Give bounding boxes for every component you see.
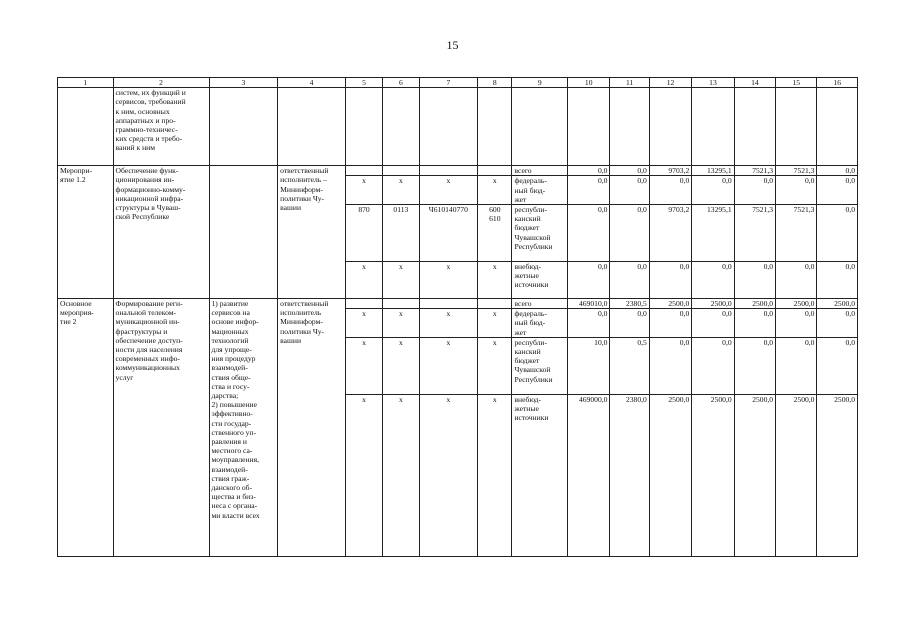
continuation-text: систем, их функций и сервисов, требований к ним, основных аппаратных и про- граммно-техничес- ких средств и требо- ваний к ним bbox=[113, 88, 209, 166]
col-num: 10 bbox=[568, 78, 610, 88]
value-cell: 0,0 bbox=[568, 166, 610, 176]
value-cell: 0,0 bbox=[610, 205, 649, 262]
col-num: 3 bbox=[209, 78, 278, 88]
code-cell bbox=[478, 166, 512, 176]
code-cell: x bbox=[345, 309, 382, 338]
value-cell: 2500,0 bbox=[734, 299, 775, 309]
value-cell: 469000,0 bbox=[568, 394, 610, 556]
value-cell: 2500,0 bbox=[692, 299, 734, 309]
col-num: 1 bbox=[58, 78, 114, 88]
value-cell: 2500,0 bbox=[649, 394, 691, 556]
value-cell: 0,0 bbox=[734, 176, 775, 205]
value-cell: 2380,5 bbox=[610, 299, 649, 309]
code-cell bbox=[478, 299, 512, 309]
code-cell: x bbox=[419, 309, 478, 338]
value-cell: 7521,3 bbox=[776, 166, 817, 176]
funding-source: республи- канский бюджет Чувашской Республики bbox=[512, 205, 568, 262]
col-num: 14 bbox=[734, 78, 775, 88]
value-cell: 13295,1 bbox=[692, 166, 734, 176]
value-cell: 0,0 bbox=[692, 262, 734, 299]
col-num: 15 bbox=[776, 78, 817, 88]
value-cell: 0,0 bbox=[649, 176, 691, 205]
table-row bbox=[58, 299, 858, 309]
col-num: 5 bbox=[345, 78, 382, 88]
code-cell: x bbox=[383, 309, 419, 338]
code-cell: x bbox=[478, 309, 512, 338]
page-number: 15 bbox=[446, 38, 459, 52]
value-cell: 0,0 bbox=[568, 262, 610, 299]
value-cell: 2500,0 bbox=[817, 299, 858, 309]
code-cell: 0113 bbox=[383, 205, 419, 262]
event-name: Формирование реги- ональной телеком- муникационной ин- фраструктуры и обеспечение доступ- ности для населения современных инфо- коммуникационных услуг bbox=[113, 299, 209, 557]
code-cell: x bbox=[383, 337, 419, 394]
code-cell: x bbox=[345, 394, 382, 556]
value-cell: 0,0 bbox=[610, 166, 649, 176]
funding-source: республи- канский бюджет Чувашской Республики bbox=[512, 337, 568, 394]
code-cell: x bbox=[345, 176, 382, 205]
funding-source: всего bbox=[512, 299, 568, 309]
value-cell: 0,0 bbox=[568, 309, 610, 338]
code-cell: Ч610140770 bbox=[419, 205, 478, 262]
code-cell: x bbox=[383, 262, 419, 299]
code-cell: x bbox=[383, 176, 419, 205]
value-cell: 0,0 bbox=[649, 337, 691, 394]
code-cell: x bbox=[478, 176, 512, 205]
value-cell: 10,0 bbox=[568, 337, 610, 394]
value-cell: 9703,2 bbox=[649, 166, 691, 176]
funding-source: всего bbox=[512, 166, 568, 176]
code-cell: x bbox=[478, 337, 512, 394]
col-num: 8 bbox=[478, 78, 512, 88]
code-cell: x bbox=[345, 262, 382, 299]
code-cell bbox=[419, 299, 478, 309]
code-cell: x bbox=[478, 394, 512, 556]
col-num: 6 bbox=[383, 78, 419, 88]
value-cell: 2380,0 bbox=[610, 394, 649, 556]
col-num: 4 bbox=[278, 78, 346, 88]
value-cell: 0,0 bbox=[817, 176, 858, 205]
value-cell: 0,0 bbox=[817, 309, 858, 338]
value-cell: 13295,1 bbox=[692, 205, 734, 262]
col-num: 16 bbox=[817, 78, 858, 88]
value-cell: 0,0 bbox=[817, 166, 858, 176]
value-cell: 0,0 bbox=[776, 262, 817, 299]
code-cell bbox=[383, 299, 419, 309]
value-cell: 2500,0 bbox=[734, 394, 775, 556]
code-cell: x bbox=[383, 394, 419, 556]
funding-source: внебюд- жетные источники bbox=[512, 394, 568, 556]
code-cell: 870 bbox=[345, 205, 382, 262]
value-cell: 7521,3 bbox=[734, 205, 775, 262]
value-cell: 0,0 bbox=[734, 337, 775, 394]
funding-source: федераль- ный бюд- жет bbox=[512, 309, 568, 338]
code-cell: x bbox=[419, 176, 478, 205]
table-row bbox=[58, 166, 858, 176]
value-cell: 0,0 bbox=[734, 309, 775, 338]
value-cell: 0,0 bbox=[610, 262, 649, 299]
value-cell: 0,0 bbox=[817, 205, 858, 262]
code-cell: x bbox=[419, 262, 478, 299]
col-num: 9 bbox=[512, 78, 568, 88]
code-cell bbox=[345, 166, 382, 176]
funding-source: федераль- ный бюд- жет bbox=[512, 176, 568, 205]
expected-results: 1) развитие сервисов на основе инфор- мационных технологий для упроще- ния процедур взаимодей- ствия обще- ства и госу- дарства; 2) повышение эффективно- сти государ- ственного уп- равления и местного са- моуправления, взаимодей- ствия граж- данского об- щества и биз- неса с органа- ми власти всех bbox=[209, 299, 278, 557]
col-num: 11 bbox=[610, 78, 649, 88]
value-cell: 0,0 bbox=[649, 262, 691, 299]
value-cell: 0,0 bbox=[776, 176, 817, 205]
executor: ответственный исполнитель Мининформ- политики Чу- вашии bbox=[278, 299, 346, 557]
code-cell: x bbox=[419, 337, 478, 394]
column-number-row bbox=[58, 78, 858, 88]
value-cell: 9703,2 bbox=[649, 205, 691, 262]
program-table bbox=[57, 77, 858, 557]
value-cell: 0,0 bbox=[649, 309, 691, 338]
code-cell: x bbox=[419, 394, 478, 556]
event-code: Меропри- ятие 1.2 bbox=[58, 166, 114, 299]
value-cell: 469010,0 bbox=[568, 299, 610, 309]
value-cell: 2500,0 bbox=[776, 299, 817, 309]
value-cell: 0,0 bbox=[817, 337, 858, 394]
value-cell: 7521,3 bbox=[734, 166, 775, 176]
col-num: 12 bbox=[649, 78, 691, 88]
event-name: Обеспечение функ- ционирования ин- формационно-комму- никационной инфра- структуры в Чуваш- ской Республике bbox=[113, 166, 209, 299]
code-cell: x bbox=[478, 262, 512, 299]
value-cell: 0,0 bbox=[692, 176, 734, 205]
code-cell bbox=[419, 166, 478, 176]
value-cell: 2500,0 bbox=[817, 394, 858, 556]
executor: ответственный исполнитель – Мининформ- политики Чу- вашии bbox=[278, 166, 346, 299]
value-cell: 0,0 bbox=[817, 262, 858, 299]
col-num: 2 bbox=[113, 78, 209, 88]
value-cell: 0,0 bbox=[692, 337, 734, 394]
code-cell: 600 610 bbox=[478, 205, 512, 262]
value-cell: 2500,0 bbox=[776, 394, 817, 556]
col-num: 7 bbox=[419, 78, 478, 88]
code-cell bbox=[383, 166, 419, 176]
funding-source: внебюд- жетные источники bbox=[512, 262, 568, 299]
value-cell: 0,0 bbox=[776, 309, 817, 338]
code-cell: x bbox=[345, 337, 382, 394]
value-cell: 0,0 bbox=[776, 337, 817, 394]
value-cell: 0,0 bbox=[610, 176, 649, 205]
event-code: Основное мероприя- тие 2 bbox=[58, 299, 114, 557]
value-cell: 0,5 bbox=[610, 337, 649, 394]
value-cell: 0,0 bbox=[610, 309, 649, 338]
code-cell bbox=[345, 299, 382, 309]
value-cell: 0,0 bbox=[568, 176, 610, 205]
continuation-row bbox=[58, 88, 858, 166]
value-cell: 0,0 bbox=[692, 309, 734, 338]
value-cell: 2500,0 bbox=[692, 394, 734, 556]
value-cell: 7521,3 bbox=[776, 205, 817, 262]
value-cell: 0,0 bbox=[734, 262, 775, 299]
value-cell: 0,0 bbox=[568, 205, 610, 262]
col-num: 13 bbox=[692, 78, 734, 88]
value-cell: 2500,0 bbox=[649, 299, 691, 309]
